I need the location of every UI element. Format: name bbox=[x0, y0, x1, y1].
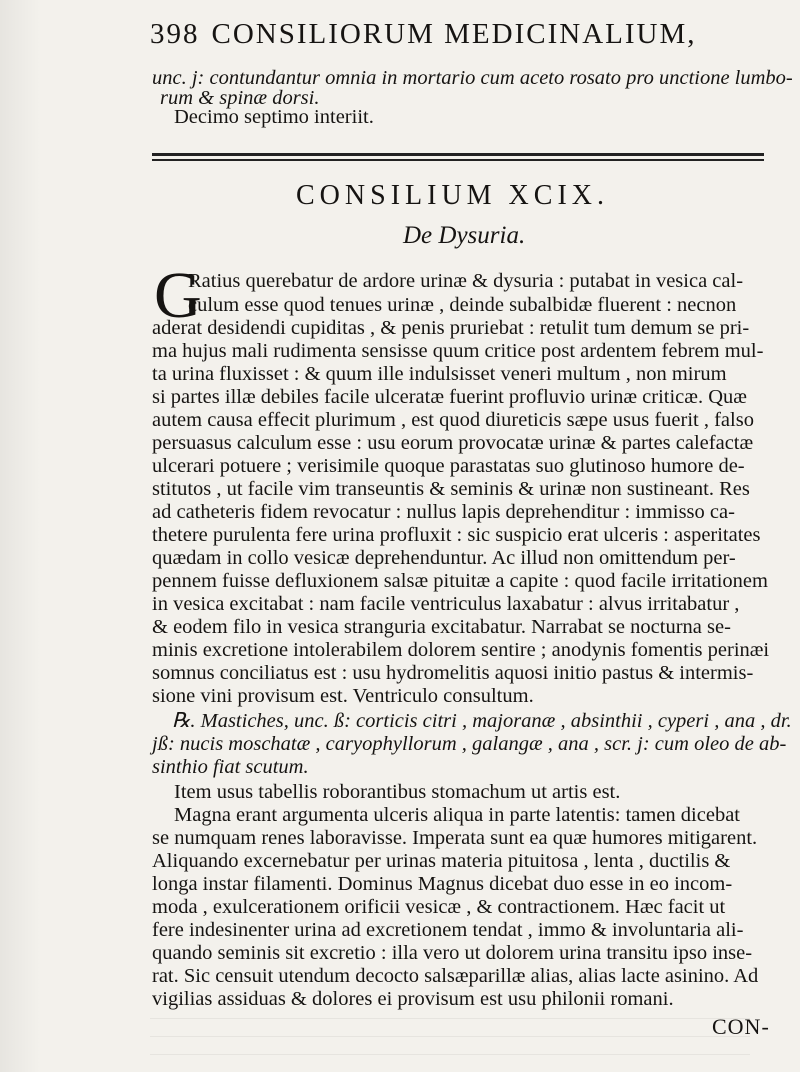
section-rule-thick bbox=[152, 153, 764, 156]
body-line: & eodem filo in vesica stranguria excitabatur. Narrabat se nocturna se- bbox=[152, 616, 731, 638]
body-line: si partes illæ debiles facile ulceratæ fuerint profluvio urinæ criticæ. Quæ bbox=[152, 386, 747, 408]
closing-line: Magna erant argumenta ulceris aliqua in parte latentis: tamen dicebat bbox=[174, 804, 740, 826]
recipe-line: jß: nucis moschatæ , caryophyllorum , galangæ , ana , scr. j: cum oleo de ab- bbox=[152, 733, 787, 755]
closing-line: moda , exulcerationem orificii vesicæ , & contractionem. Hæc facit ut bbox=[152, 896, 726, 918]
closing-line: longa instar filamenti. Dominus Magnus dicebat duo esse in eo incom- bbox=[152, 873, 733, 895]
closing-line: rat. Sic censuit utendum decocto salsæparillæ alias, alias lacte asinino. Ad bbox=[152, 965, 759, 987]
recipe-line: sinthio fiat scutum. bbox=[152, 756, 309, 778]
prev-tail-note: Decimo septimo interiit. bbox=[174, 106, 374, 128]
body-line: culum esse quod tenues urinæ , deinde subalbidæ fluerent : necnon bbox=[188, 294, 737, 316]
section-rule-thin bbox=[152, 159, 764, 161]
prev-tail-line: rum & spinæ dorsi. bbox=[160, 87, 320, 109]
page-number: 398 bbox=[150, 18, 200, 50]
body-line: thetere purulenta fere urina profluxit : sic suspicio erat ulceris : asperitates bbox=[152, 524, 761, 546]
closing-line: se numquam renes laboravisse. Imperata sunt ea quæ humores mitigarent. bbox=[152, 827, 758, 849]
closing-line: fere indesinenter urina ad excretionem tendat , immo & involuntaria ali- bbox=[152, 919, 744, 941]
body-line: ulcerari potuere ; verisimile quoque parastatas suo glutinoso humore de- bbox=[152, 455, 745, 477]
body-line: ta urina fluxisset : & quum ille indulsisset veneri multum , non mirum bbox=[152, 363, 727, 385]
body-line: somnus conciliatus est : usu hydromelitis aquosi initio pastus & intermis- bbox=[152, 662, 754, 684]
body-line: stitutos , ut facile vim transeuntis & seminis & urinæ non sustineant. Res bbox=[152, 478, 750, 500]
closing-line: vigilias assiduas & dolores ei provisum est usu philonii romani. bbox=[152, 988, 674, 1010]
closing-line: Aliquando excernebatur per urinas materia pituitosa , lenta , ductilis & bbox=[152, 850, 731, 872]
body-line: persuasus calculum esse : usu eorum provocatæ urinæ & partes calefactæ bbox=[152, 432, 754, 454]
recipe-line: ℞. Mastiches, unc. ß: corticis citri , majoranæ , absinthii , cyperi , ana , dr. bbox=[172, 710, 792, 732]
body-line: sione vini provisum est. Ventriculo consultum. bbox=[152, 685, 534, 707]
body-line: autem causa effecit plurimum , est quod diureticis sæpe usus fuerit , falso bbox=[152, 409, 754, 431]
show-through-line bbox=[150, 1018, 750, 1019]
drop-capital: G bbox=[154, 259, 202, 332]
running-title: CONSILIORUM MEDICINALIUM, bbox=[211, 18, 697, 50]
show-through-line bbox=[150, 1054, 750, 1055]
body-line: minis excretione intolerabilem dolorem sentire ; anodynis fomentis perinæi bbox=[152, 639, 770, 661]
consilium-subtitle: De Dysuria. bbox=[403, 222, 526, 249]
body-line: Ratius querebatur de ardore urinæ & dysuria : putabat in vesica cal- bbox=[188, 270, 744, 292]
body-line: ma hujus mali rudimenta sensisse quum critice post ardentem febrem mul- bbox=[152, 340, 764, 362]
closing-line: quando seminis sit excretio : illa vero ut dolorem urina transitu ipso inse- bbox=[152, 942, 753, 964]
body-line: ad catheteris fidem revocatur : nullus lapis deprehenditur : immisso ca- bbox=[152, 501, 735, 523]
show-through-line bbox=[150, 1036, 750, 1037]
body-line: in vesica excitabat : nam facile ventriculus laxabatur : alvus irritabatur , bbox=[152, 593, 740, 615]
body-line: quædam in collo vesicæ deprehenduntur. Ac illud non omittendum per- bbox=[152, 547, 736, 569]
body-line: aderat desidendi cupiditas , & penis pruriebat : retulit tum demum se pri- bbox=[152, 317, 750, 339]
body-line: pennem fuisse defluxionem salsæ pituitæ a capite : quod facile irritationem bbox=[152, 570, 768, 592]
catchword: CON- bbox=[712, 1014, 770, 1039]
consilium-title: CONSILIUM XCIX. bbox=[296, 180, 609, 211]
page-gutter-shadow bbox=[0, 0, 40, 1072]
prev-tail-line: unc. j: contundantur omnia in mortario cum aceto rosato pro unctione lumbo- bbox=[152, 67, 793, 89]
closing-line: Item usus tabellis roborantibus stomachum ut artis est. bbox=[174, 781, 621, 803]
running-head bbox=[150, 18, 720, 51]
